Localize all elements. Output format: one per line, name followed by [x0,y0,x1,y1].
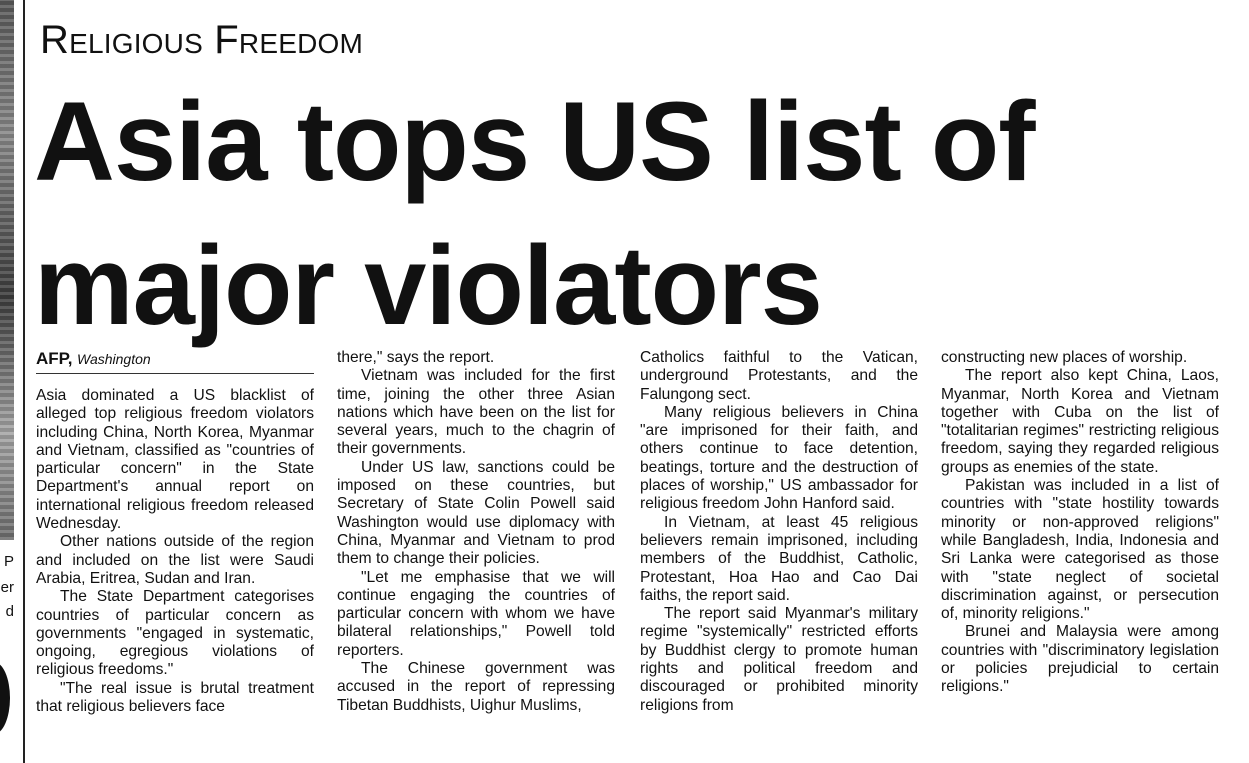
paragraph: "The real issue is brutal treatment that religious believers face [36,679,314,716]
byline [36,350,314,374]
paragraph: The report said Myanmar's military regime "systemically" restricted efforts by Buddhist clergy to promote human rights and political freedom and discouraged or prohibited minority religions from [640,605,918,714]
paragraph: Other nations outside of the region and included on the list were Saudi Arabia, Eritrea, Sudan and Iran. [36,533,314,587]
section-kicker: Religious Freedom [40,18,363,62]
paragraph: Asia dominated a US blacklist of alleged top religious freedom violators including China, North Korea, Myanmar and Vietnam, classified as "countries of particular concern" in the State Department's annual report on international religious freedom released Wednesday. [36,387,314,533]
paragraph: Catholics faithful to the Vatican, underground Protestants, and the Falungong sect. [640,349,918,403]
headline: Asia tops US list of major violators [34,79,1035,348]
paragraph: In Vietnam, at least 45 religious believers remain imprisoned, including members of the Buddhist, Catholic, Protestant, Hoa Hao and Cao Dai faiths, the report said. [640,513,918,604]
paragraph: there," says the report. [337,349,495,366]
paragraph: Brunei and Malaysia were among countries with "discriminatory legislation or policies prejudicial to certain religions." [941,623,1219,696]
strip-fragment: d [5,603,14,620]
paragraph: "Let me emphasise that we will continue engaging the countries of particular concern with whom we have bilateral relationships," Powell told reporters. [337,568,615,659]
article-column-4 [941,349,1219,697]
paragraph: Many religious believers in China "are imprisoned for their faith, and others continue to face detention, beatings, torture and the destruction of places of worship," US ambassador for religious freedom John Hanford said. [640,403,918,513]
byline-dateline: Washington [77,351,151,367]
byline-agency: AFP, [36,349,73,368]
adjacent-article-edge [0,0,22,763]
cropped-graphic [0,662,10,734]
paragraph: Vietnam was included for the first time, joining the other three Asian nations which have been on the list for several years, much to the chagrin of their governments. [337,367,615,458]
strip-fragment: er [0,579,14,596]
article-column-1 [36,387,314,716]
article-column-2 [337,349,615,715]
paragraph: Pakistan was included in a list of countries with "state hostility towards minority or non-approved religions" while Bangladesh, India, Indonesia and Sri Lanka were categorised as those with "state neglect of societal discrimination against, or persecution of, minority religions." [941,477,1219,623]
strip-fragment: P [3,553,14,570]
paragraph: constructing new places of worship. [941,349,1188,366]
column-rule [23,0,25,763]
paragraph: The report also kept China, Laos, Myanmar, North Korea and Vietnam together with Cuba on the list of "totalitarian regimes" restricting religious freedom, saying they regarded religious groups as enemies of the state. [941,367,1219,476]
paragraph: Under US law, sanctions could be imposed on these countries, but Secretary of State Colin Powell said Washington would use diplomacy with China, Myanmar and Vietnam to prod them to change their policies. [337,458,615,568]
paragraph: The Chinese government was accused in the report of repressing Tibetan Buddhists, Uighur Muslims, [337,660,615,714]
paragraph: The State Department categorises countries of particular concern as governments "engaged in systematic, ongoing, egregious violations of religious freedoms." [36,588,314,679]
article-column-3 [640,349,918,715]
cropped-photo [0,0,14,540]
